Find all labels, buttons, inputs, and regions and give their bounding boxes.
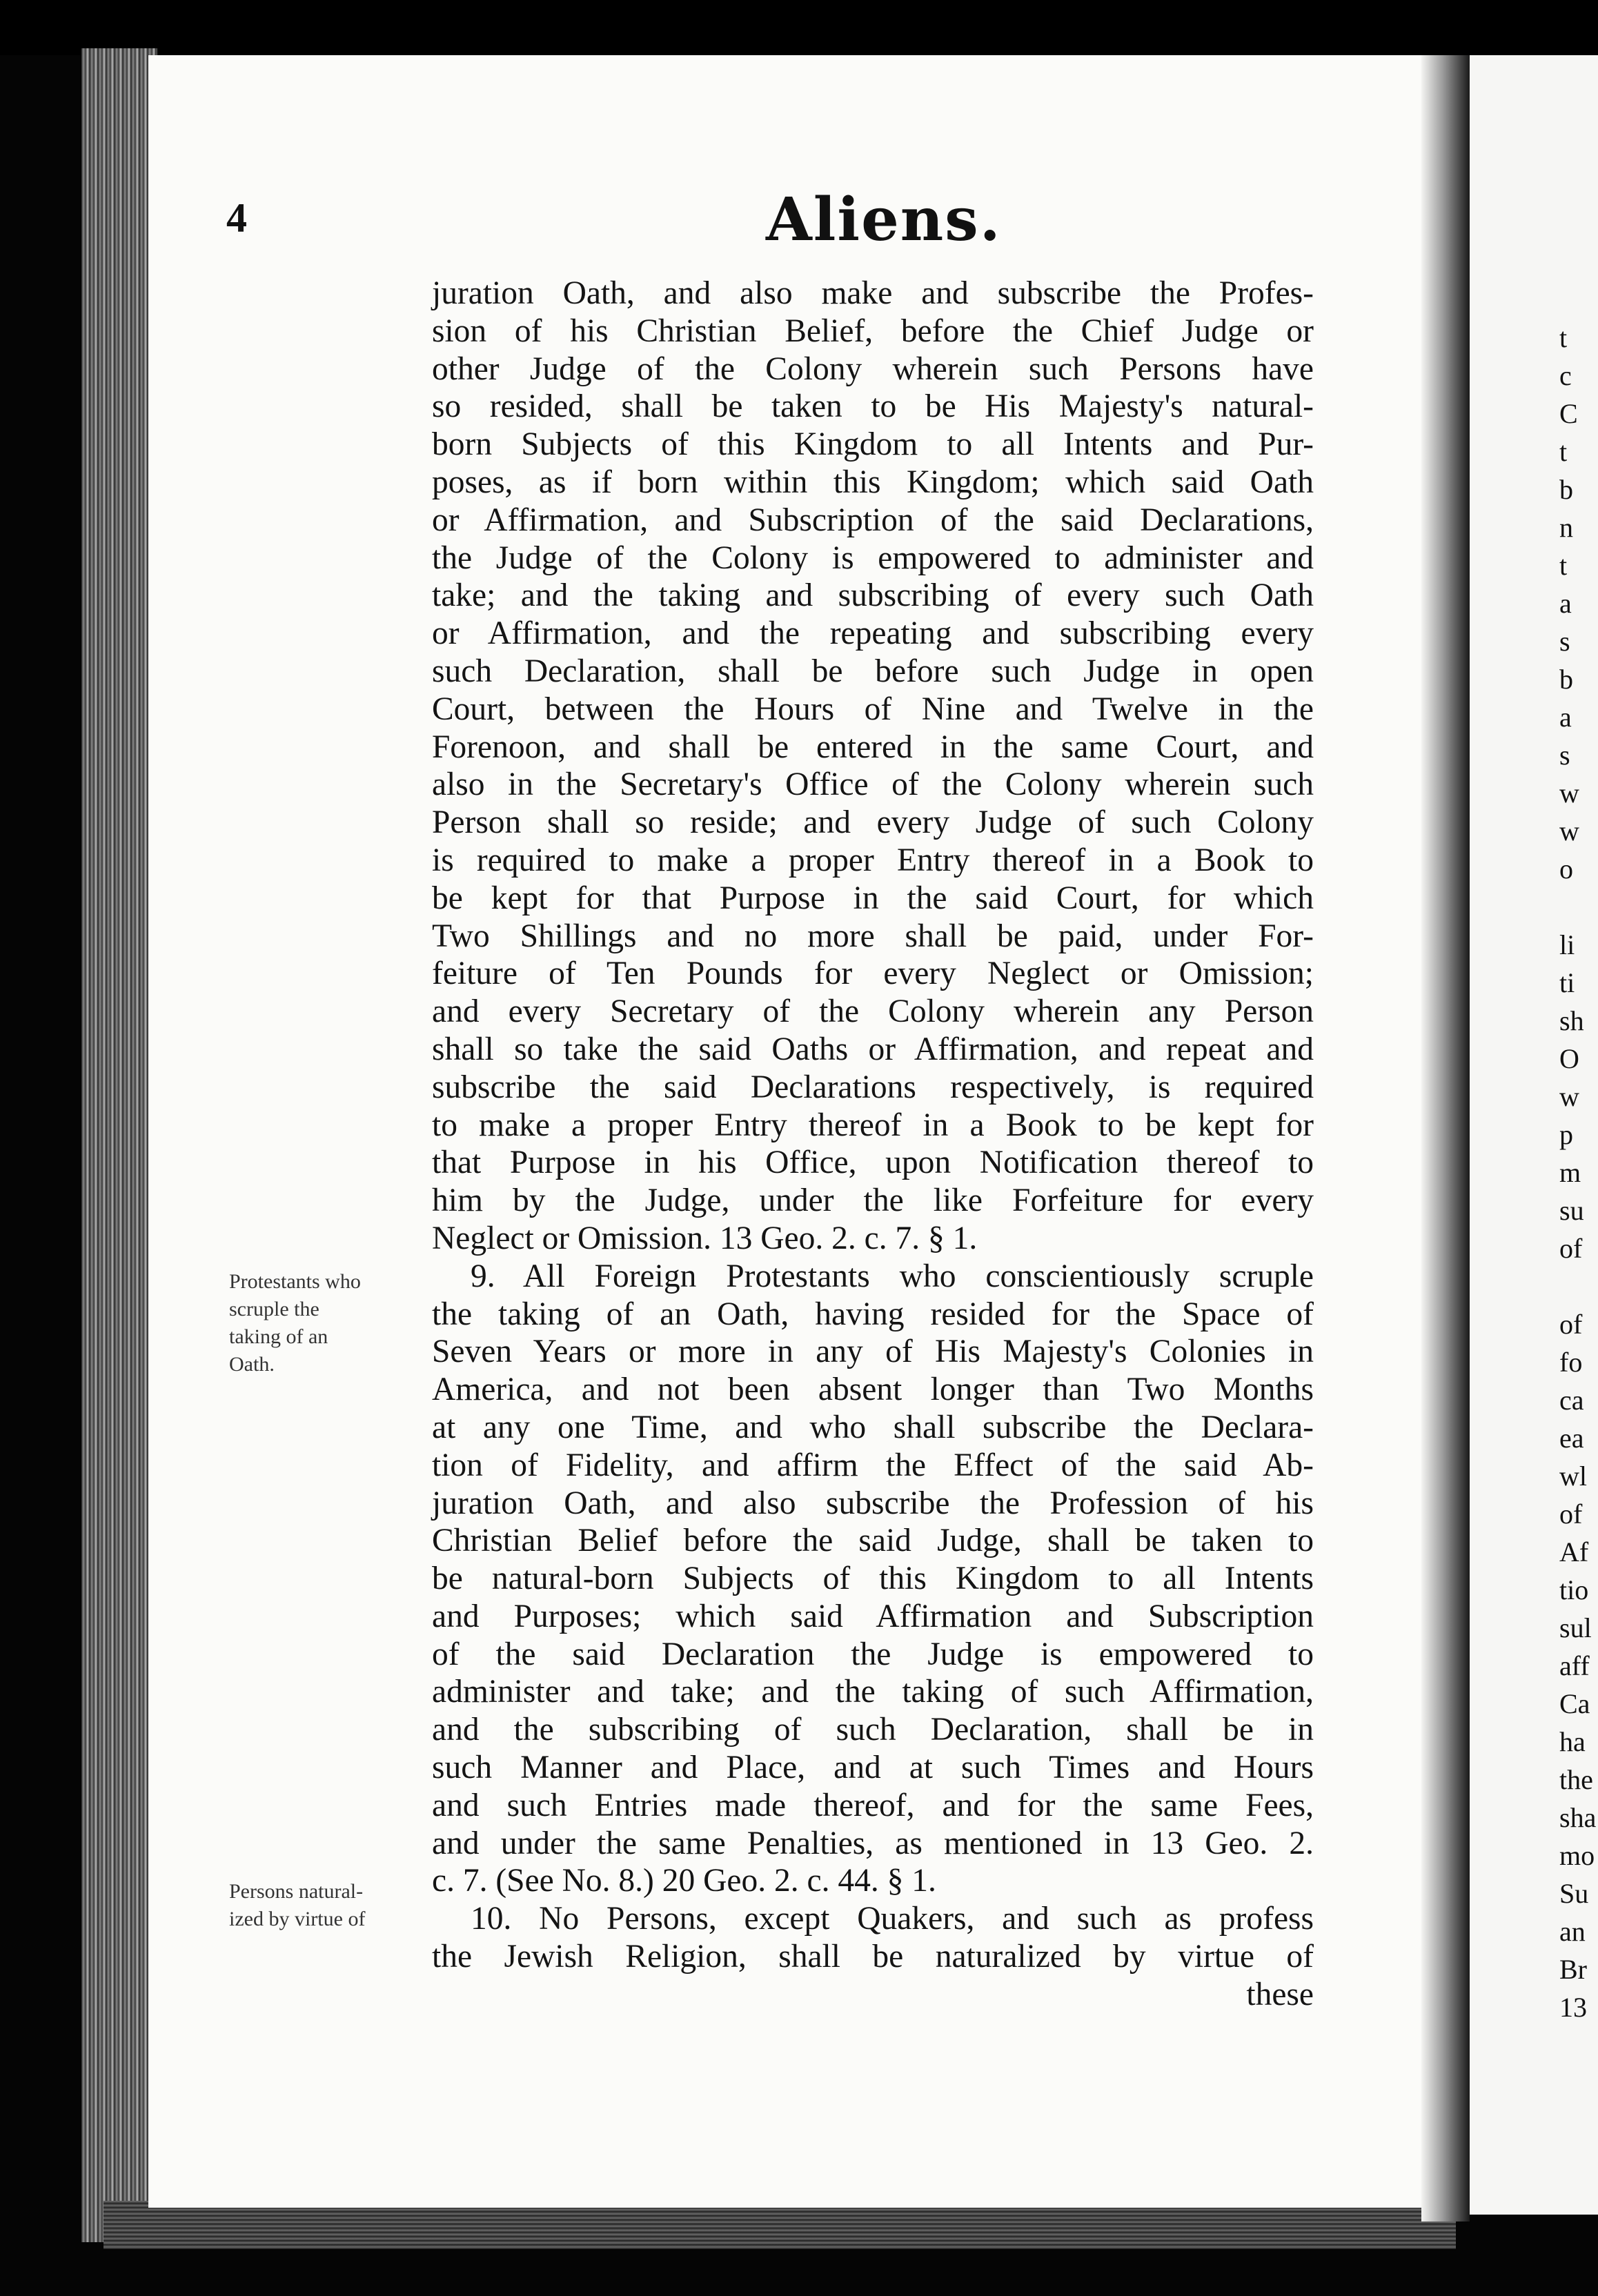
margin-note-line: ized by virtue of xyxy=(229,1908,366,1930)
body-line: c. 7. (See No. 8.) 20 Geo. 2. c. 44. § 1. xyxy=(432,1863,936,1899)
body-line: juration Oath, and also subscribe the Profession of his xyxy=(432,1485,1314,1521)
book-bottom-edge xyxy=(103,2201,1456,2249)
body-line: the Jewish Religion, shall be naturalized by virtue of xyxy=(432,1939,1314,1975)
facing-page-line: fo xyxy=(1559,1347,1583,1378)
facing-page-line: sul xyxy=(1559,1612,1592,1643)
facing-page-line: O xyxy=(1559,1043,1579,1074)
facing-page-line: ti xyxy=(1559,967,1575,998)
facing-page-line: the xyxy=(1559,1764,1593,1795)
facing-page-line: ca xyxy=(1559,1385,1584,1416)
margin-note-line: Oath. xyxy=(229,1353,275,1376)
facing-page-line: o xyxy=(1559,853,1573,884)
body-line: or Affirmation, and Subscription of the said Declarations, xyxy=(432,502,1314,538)
running-head: Aliens. xyxy=(766,185,1002,255)
body-line: at any one Time, and who shall subscribe the Declara- xyxy=(432,1409,1314,1445)
body-line: feiture of Ten Pounds for every Neglect or Omission; xyxy=(432,956,1314,992)
body-text xyxy=(432,275,1314,2014)
facing-page-line: wl xyxy=(1559,1461,1587,1492)
facing-page-line: Ca xyxy=(1559,1688,1590,1719)
margin-note-line: Protestants who xyxy=(229,1270,361,1293)
facing-page-line: b xyxy=(1559,664,1573,695)
body-line: and every Secretary of the Colony wherein any Person xyxy=(432,993,1314,1030)
facing-page-line: mo xyxy=(1559,1840,1595,1871)
body-line: other Judge of the Colony wherein such Persons have xyxy=(432,350,1314,387)
facing-page-line: w xyxy=(1559,815,1579,847)
body-line: to make a proper Entry thereof in a Book to be kept for xyxy=(432,1107,1314,1143)
body-line: and under the same Penalties, as mentioned in 13 Geo. 2. xyxy=(432,1825,1314,1861)
body-line: such Manner and Place, and at such Times and Hours xyxy=(432,1750,1314,1786)
facing-page-line: p xyxy=(1559,1119,1573,1150)
body-line: is required to make a proper Entry thereof in a Book to xyxy=(432,842,1314,878)
facing-page-line: s xyxy=(1559,740,1570,771)
facing-page-line: sha xyxy=(1559,1802,1597,1833)
margin-note-protestants xyxy=(229,1268,415,1378)
body-line: be natural-born Subjects of this Kingdom to all Intents xyxy=(432,1561,1314,1597)
body-line: tion of Fidelity, and affirm the Effect of the said Ab- xyxy=(432,1447,1314,1483)
facing-page-fragment xyxy=(1470,55,1598,2215)
facing-page-line: 13 xyxy=(1559,1992,1587,2023)
facing-page-line: of xyxy=(1559,1498,1583,1530)
facing-page-line: sh xyxy=(1559,1005,1584,1036)
facing-page-line: li xyxy=(1559,929,1575,960)
body-line: of the said Declaration the Judge is empowered to xyxy=(432,1636,1314,1672)
facing-page-line: Su xyxy=(1559,1878,1589,1909)
book-gutter xyxy=(1421,55,1470,2221)
body-line: Neglect or Omission. 13 Geo. 2. c. 7. § 1. xyxy=(432,1220,978,1256)
body-line: the taking of an Oath, having resided for the Space of xyxy=(432,1296,1314,1332)
margin-note-line: Persons natural- xyxy=(229,1880,364,1903)
body-line: take; and the taking and subscribing of every such Oath xyxy=(432,577,1314,614)
facing-page-line: t xyxy=(1559,550,1568,581)
body-line: the Judge of the Colony is empowered to administer and xyxy=(432,540,1314,576)
margin-note-line: scruple the xyxy=(229,1298,319,1320)
body-line: 9. All Foreign Protestants who conscientiously scruple xyxy=(471,1258,1314,1294)
body-line: so resided, shall be taken to be His Majesty's natural- xyxy=(432,388,1314,425)
facing-page-line: ha xyxy=(1559,1726,1586,1757)
facing-page-line: w xyxy=(1559,778,1579,809)
body-line: Christian Belief before the said Judge, shall be taken to xyxy=(432,1523,1314,1559)
body-line: Court, between the Hours of Nine and Twelve in the xyxy=(432,691,1314,727)
margin-note-persons-naturalized xyxy=(229,1878,415,1933)
body-line: shall so take the said Oaths or Affirmation, and repeat and xyxy=(432,1031,1314,1067)
margin-note-line: taking of an xyxy=(229,1325,328,1348)
facing-page-line: b xyxy=(1559,474,1573,505)
facing-page-line: a xyxy=(1559,702,1572,733)
facing-page-line: a xyxy=(1559,588,1572,619)
facing-page-line: Br xyxy=(1559,1954,1587,1985)
facing-page-line: an xyxy=(1559,1916,1586,1947)
body-line: poses, as if born within this Kingdom; which said Oath xyxy=(432,464,1314,500)
facing-page-line: c xyxy=(1559,360,1572,391)
facing-page-line: C xyxy=(1559,398,1578,429)
facing-page-line: aff xyxy=(1559,1650,1590,1681)
body-line: these xyxy=(1246,1976,1314,2012)
body-line: America, and not been absent longer than Two Months xyxy=(432,1372,1314,1408)
body-line: be kept for that Purpose in the said Court, for which xyxy=(432,880,1314,916)
body-line: him by the Judge, under the like Forfeiture for every xyxy=(432,1182,1314,1219)
facing-page-line: ea xyxy=(1559,1423,1584,1454)
body-line: Forenoon, and shall be entered in the same Court, and xyxy=(432,729,1314,765)
body-line: and Purposes; which said Affirmation and Subscription xyxy=(432,1598,1314,1634)
body-line: 10. No Persons, except Quakers, and such as profess xyxy=(471,1901,1314,1937)
facing-page-line: of xyxy=(1559,1309,1583,1340)
facing-page-line: tio xyxy=(1559,1574,1589,1605)
body-line: and such Entries made thereof, and for the same Fees, xyxy=(432,1787,1314,1823)
body-line: such Declaration, shall be before such Judge in open xyxy=(432,653,1314,689)
body-line: juration Oath, and also make and subscribe the Profes- xyxy=(432,275,1314,311)
body-line: that Purpose in his Office, upon Notification thereof to xyxy=(432,1145,1314,1181)
body-line: Seven Years or more in any of His Majesty's Colonies in xyxy=(432,1334,1314,1370)
body-line: or Affirmation, and the repeating and subscribing every xyxy=(432,615,1314,652)
body-line: Person shall so reside; and every Judge of such Colony xyxy=(432,804,1314,841)
facing-page-line: of xyxy=(1559,1233,1583,1264)
body-line: and the subscribing of such Declaration, shall be in xyxy=(432,1712,1314,1748)
body-line: subscribe the said Declarations respectively, is required xyxy=(432,1069,1314,1105)
facing-page-line: s xyxy=(1559,626,1570,657)
facing-page-line: m xyxy=(1559,1157,1581,1188)
book-page-edges xyxy=(81,48,157,2242)
facing-page-line: Af xyxy=(1559,1536,1589,1567)
body-line: sion of his Christian Belief, before the Chief Judge or xyxy=(432,313,1314,349)
page-number: 4 xyxy=(226,195,247,241)
facing-page-line: n xyxy=(1559,512,1573,543)
body-line: born Subjects of this Kingdom to all Intents and Pur- xyxy=(432,426,1314,463)
body-line: also in the Secretary's Office of the Colony wherein such xyxy=(432,766,1314,803)
facing-page-line: su xyxy=(1559,1195,1584,1226)
body-line: administer and take; and the taking of such Affirmation, xyxy=(432,1674,1314,1710)
body-line: Two Shillings and no more shall be paid, under For- xyxy=(432,918,1314,954)
scan-border-top xyxy=(0,0,1598,55)
facing-page-line: w xyxy=(1559,1081,1579,1112)
facing-page-line: t xyxy=(1559,436,1568,467)
facing-page-line: t xyxy=(1559,322,1568,353)
